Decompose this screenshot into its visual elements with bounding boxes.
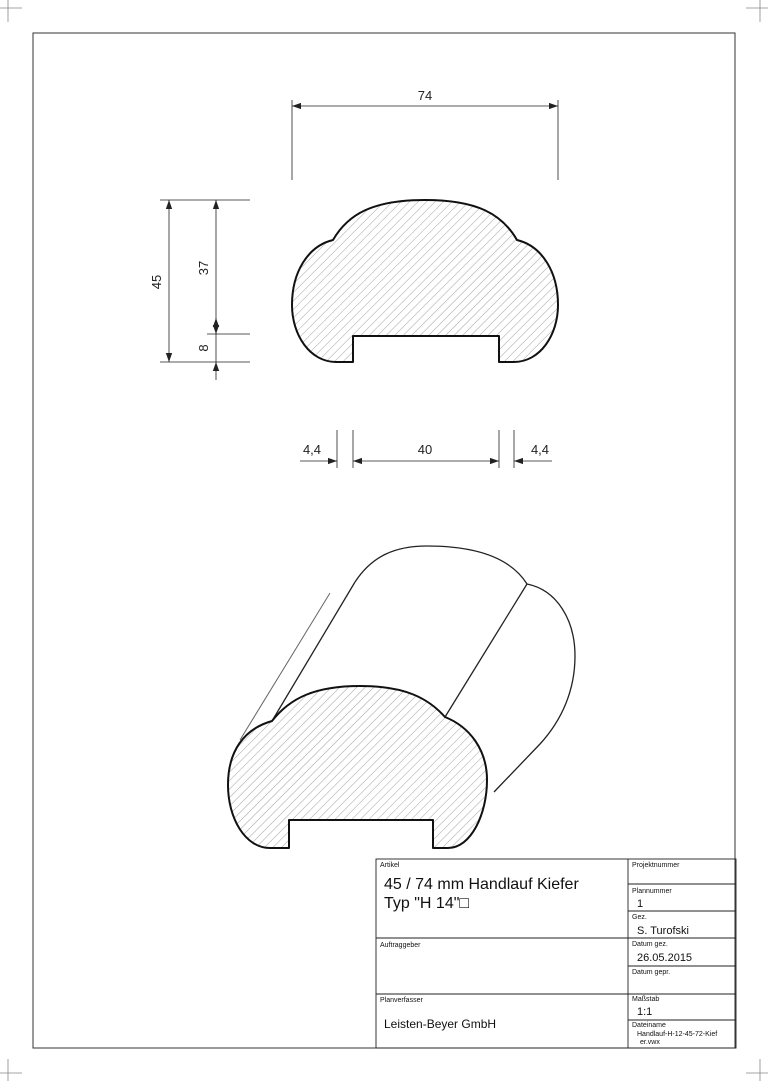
dimension-label-height-total: 45 xyxy=(149,274,164,290)
article-title-line1: 45 / 74 mm Handlauf Kiefer xyxy=(384,876,579,893)
planverfasser-label: Planverfasser xyxy=(380,997,423,1004)
gez-value: S. Turofski xyxy=(637,925,689,937)
massstab-value: 1:1 xyxy=(637,1006,653,1018)
profile-section xyxy=(292,200,558,362)
dimension-label-edge-left: 4,4 xyxy=(302,442,322,457)
datum-gez-value: 26.05.2015 xyxy=(637,952,693,964)
dimension-width-total xyxy=(292,100,558,180)
artikel-label: Artikel xyxy=(380,862,400,869)
dateiname-value-line1: Handlauf-H-12-45-72-Kief xyxy=(637,1031,718,1038)
article-title-line2: Typ "H 14"□ xyxy=(384,895,470,912)
dimension-height-total xyxy=(160,200,250,362)
dimension-label-width-total: 74 xyxy=(417,88,433,103)
projektnummer-label: Projektnummer xyxy=(632,862,680,869)
planverfasser-value: Leisten-Beyer GmbH xyxy=(384,1017,497,1031)
isometric-front-face xyxy=(228,686,487,848)
dimension-height-upper xyxy=(207,200,250,334)
dateiname-value-line2: er.vwx xyxy=(640,1039,660,1046)
plannummer-label: Plannummer xyxy=(632,888,672,895)
dimension-label-height-lower: 8 xyxy=(196,344,211,352)
dateiname-label: Dateiname xyxy=(632,1022,666,1029)
profile-isometric-view xyxy=(228,546,575,848)
profile-front-view xyxy=(292,200,558,362)
isometric-edge-top-right xyxy=(445,584,527,717)
dimension-label-height-upper: 37 xyxy=(196,260,211,276)
title-block xyxy=(376,859,736,1048)
datum-gepr-label: Datum gepr. xyxy=(632,969,671,976)
gez-label: Gez. xyxy=(632,914,647,921)
auftraggeber-label: Auftraggeber xyxy=(380,942,421,949)
datum-gez-label: Datum gez. xyxy=(632,941,668,948)
dimension-label-groove-width: 40 xyxy=(417,442,433,457)
plannummer-value: 1 xyxy=(637,898,644,910)
massstab-label: Maßstab xyxy=(632,996,660,1003)
dimension-label-edge-right: 4,4 xyxy=(530,442,550,457)
